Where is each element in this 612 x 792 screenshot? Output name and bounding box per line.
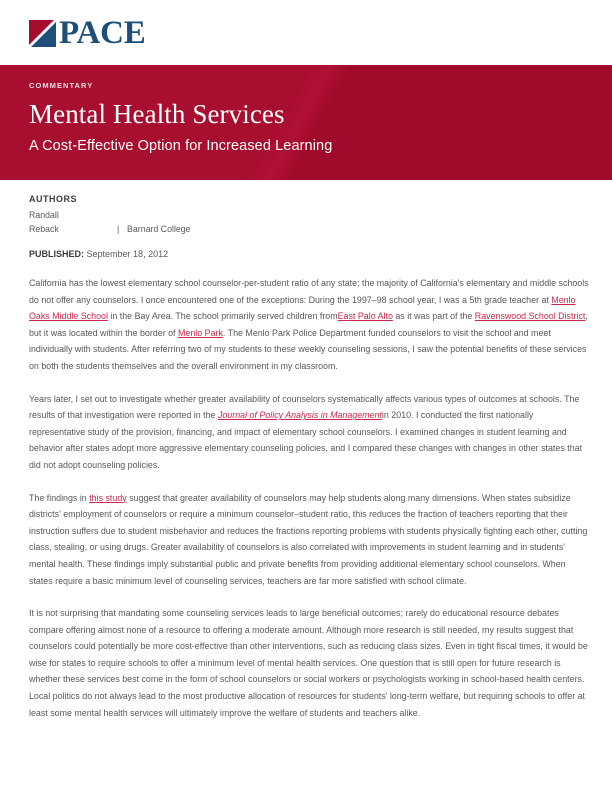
article-paragraph — [29, 490, 590, 590]
article-meta — [0, 180, 612, 261]
article-link[interactable]: Menlo Oaks Middle School — [29, 294, 576, 322]
article-text: in the Bay Area. The school primarily served children from — [107, 311, 338, 322]
author-affiliation: Barnard College — [127, 223, 191, 234]
article-paragraph — [29, 391, 590, 474]
pace-logo-mark-icon — [29, 20, 56, 47]
article-text: suggest that greater availability of counselors may help students along many dimensions. When states subsidize districts' employment of counselors or require a minimum counselor–student ratio, this reduces the fraction of teachers reporting that their instruction suffers due to student misbehavior and reduces the fractions reporting problems with students physically fighting each other, cutting class, stealing, or using drugs. Greater availability of counselors is also correlated with improvements in student learning and in students' mental health. These findings imply substantial public and private benefits from providing additional elementary school counselors. When states require a basic minimum level of counseling services, teachers are far more satisfied with school climate. — [29, 492, 588, 586]
author-name-part-2: Reback — [29, 223, 59, 234]
author-line-1 — [29, 209, 582, 223]
authors-heading: AUTHORS — [29, 194, 77, 204]
article-text: , but it was located within the border of — [29, 311, 588, 338]
author-separator: | — [117, 223, 120, 234]
article-link[interactable]: Journal of Policy Analysis in Management — [217, 410, 382, 421]
article-paragraph — [29, 605, 590, 721]
article-text: It is not surprising that mandating some counseling services leads to large beneficial outcomes; rarely do educational resource debates compare offering almost none of a resource to offering a moderate amount. Although more research is still needed, my results suggest that counselors could potentially be more cost-effective than other interventions, such as reducing class sizes. Even in tight fiscal times, it would be wise for states to require schools to offer a minimum level of mental health services. One question that is still open for future research is whether these services best come in the form of school counselors or social workers or psychologists working in school-based health centers. Local politics do not always lead to the most productive allocation of resources for students' long-term welfare, but requiring schools to offer at least some mental health services will ultimately improve the welfare of students and teachers alike. — [29, 608, 588, 718]
pace-logo[interactable] — [29, 17, 146, 50]
article-text: California has the lowest elementary school counselor-per-student ratio of any state; the majority of California's elementary and middle schools do not offer any counselors. I once encountered one of the exceptions: During the 1997–98 school year, I was a 5th grade teacher at — [29, 278, 589, 305]
page-title: Mental Health Services — [29, 99, 285, 129]
article-text: as it was part of the — [392, 311, 475, 322]
article-text: . The Menlo Park Police Department funded counselors to visit the school and meet individually with students. After referring two of my students to these weekly counseling sessions, I saw the potential benefits of these services on both the students themselves and the overall environment in my classroom. — [29, 327, 587, 371]
author-line-2 — [29, 223, 582, 237]
pace-logo-text: PACE — [59, 15, 146, 51]
author-name-part-1: Randall — [29, 210, 59, 220]
article-link[interactable]: Menlo Park — [178, 327, 223, 338]
published-label: PUBLISHED: — [29, 249, 85, 259]
article-paragraph — [29, 275, 590, 375]
published-date-value: September 18, 2012 — [86, 249, 169, 259]
article-body — [0, 261, 612, 721]
article-link[interactable]: Ravenswood School District — [474, 311, 586, 322]
content-type-kicker: COMMENTARY — [29, 81, 94, 90]
article-link[interactable]: this study — [89, 492, 127, 503]
site-header — [0, 0, 612, 65]
article-hero-banner — [0, 65, 612, 180]
published-line — [29, 248, 582, 261]
article-text: The findings in — [29, 492, 90, 503]
page-subtitle: A Cost-Effective Option for Increased Learning — [29, 138, 333, 154]
article-link[interactable]: East Palo Alto — [337, 311, 393, 322]
article-text: in 2010. I conducted the first nationally representative study of the provision, financing, and impact of elementary school counselors. I examined changes in student learning and behavior after states adopt more aggressive elementary counseling policies, and I compared these changes with changes in other states that did not adopt counseling policies. — [29, 410, 583, 470]
article-text: Years later, I set out to investigate whether greater availability of counselors systematically affects various types of outcomes at schools. The results of that investigation were reported in the — [29, 393, 580, 421]
